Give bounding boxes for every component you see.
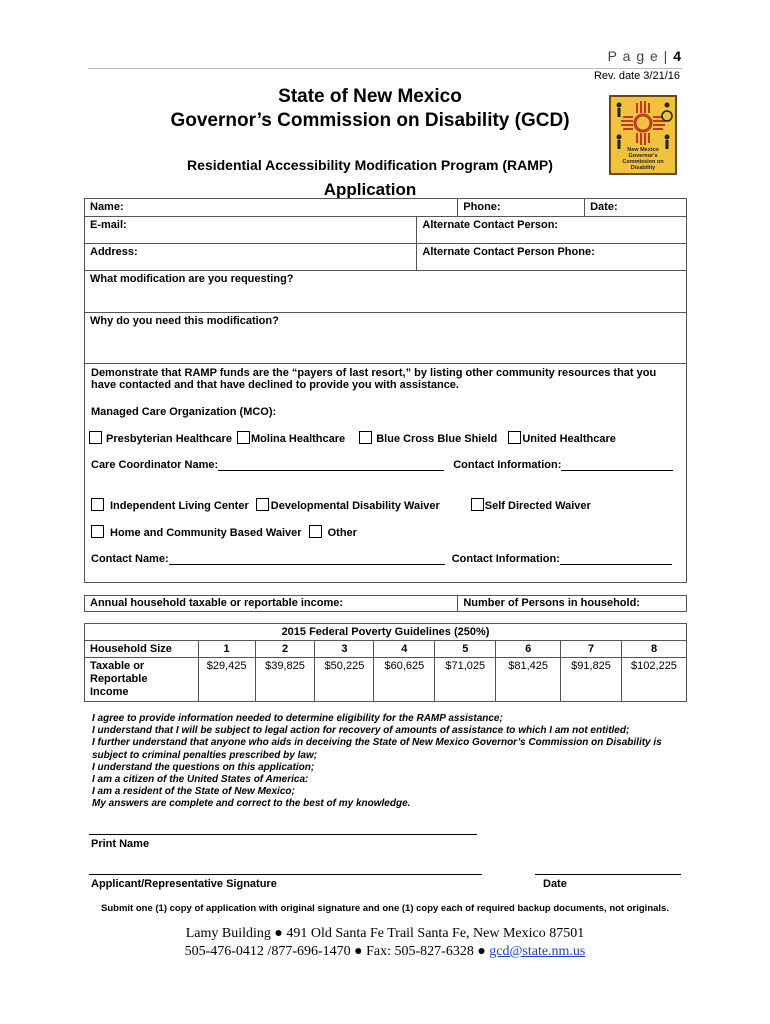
alt-phone-label: Alternate Contact Person Phone: [422, 246, 595, 258]
checkbox-icon[interactable] [91, 525, 104, 538]
statement-line: I further understand that anyone who aids in deceiving the State of New Mexico Governor’s Commission on Disability is [92, 737, 662, 749]
waiver-option-ilc[interactable] [91, 500, 249, 512]
signature-input[interactable] [89, 874, 482, 875]
date-field[interactable] [585, 199, 687, 217]
footer-phones: 505-476-0412 /877-696-1470 ● Fax: 505-827-6328 ● [184, 944, 486, 959]
page-number [608, 48, 682, 64]
footer-email-link[interactable]: gcd@state.nm.us [489, 944, 586, 959]
poverty-guidelines-table [84, 623, 687, 702]
application-title: Application [323, 180, 417, 199]
why-field[interactable] [85, 313, 687, 364]
household-size-label: Household Size [85, 641, 199, 658]
checkbox-icon[interactable] [89, 431, 102, 444]
household-size-cell: 5 [435, 641, 496, 658]
title-commission: Governor’s Commission on Disability (GCD) [170, 110, 570, 131]
contact-name-input[interactable] [169, 564, 445, 565]
checkbox-icon[interactable] [471, 498, 484, 511]
statement-line: subject to criminal penalties prescribed by law; [92, 749, 318, 761]
gcd-logo [609, 95, 677, 175]
date-label: Date: [590, 201, 618, 213]
print-name-label: Print Name [91, 838, 150, 850]
household-size-cell: 3 [315, 641, 374, 658]
address-label: Address: [90, 246, 138, 258]
income-table [84, 595, 687, 612]
applicant-info-table [84, 198, 687, 583]
household-size-row [85, 641, 687, 658]
contact-info-label: Contact Information: [451, 553, 560, 565]
waiver-option-label: Other [327, 527, 357, 539]
mco-option-label: Blue Cross Blue Shield [376, 433, 498, 445]
income-cell: $81,425 [496, 658, 561, 702]
care-coordinator-input[interactable] [218, 470, 444, 471]
income-label-line: Reportable [90, 673, 148, 685]
income-cell: $60,625 [374, 658, 435, 702]
checkbox-icon[interactable] [91, 498, 104, 511]
resources-section [85, 364, 687, 583]
statement-line: My answers are complete and correct to the best of my knowledge. [92, 798, 411, 810]
name-label: Name: [90, 201, 124, 213]
waiver-option-other[interactable] [309, 527, 357, 539]
logo-text: New Mexico Governor's Commission on Disability [622, 147, 664, 171]
alt-contact-label: Alternate Contact Person: [422, 219, 559, 231]
demonstrate-text [91, 367, 656, 391]
waiver-option-label: Independent Living Center [110, 500, 249, 512]
alt-contact-field[interactable] [417, 217, 687, 244]
demonstrate-line1: Demonstrate that RAMP funds are the “payers of last resort,” by listing other community resources that you [91, 367, 657, 379]
footer-contact [0, 944, 770, 960]
page-word: P a g e | [607, 48, 669, 64]
zia-symbol-icon [611, 97, 675, 153]
rev-date: Rev. date 3/21/16 [593, 70, 680, 82]
mco-option-presbyterian[interactable] [89, 433, 232, 445]
signature-date-label: Date [543, 878, 567, 890]
modification-label: What modification are you requesting? [90, 273, 294, 285]
waiver-option-dd[interactable] [256, 500, 440, 512]
statement-line: I am a resident of the State of New Mexico; [92, 786, 295, 798]
contact-name-row [91, 553, 672, 565]
checkbox-icon[interactable] [359, 431, 372, 444]
phone-field[interactable] [458, 199, 585, 217]
contact-info-input[interactable] [561, 470, 673, 471]
care-coordinator-label: Care Coordinator Name: [91, 459, 219, 471]
mco-option-label: Molina Healthcare [251, 433, 346, 445]
address-field[interactable] [85, 244, 417, 271]
mco-options [89, 431, 616, 445]
persons-label: Number of Persons in household: [463, 597, 640, 609]
title-state: State of New Mexico [278, 86, 462, 107]
checkbox-icon[interactable] [237, 431, 250, 444]
income-label-line: Taxable or [90, 660, 145, 672]
mco-option-label: United Healthcare [522, 433, 616, 445]
footer-address: Lamy Building ● 491 Old Santa Fe Trail Santa Fe, New Mexico 87501 [185, 926, 585, 941]
page-number-value: 4 [673, 48, 682, 64]
mco-label: Managed Care Organization (MCO): [91, 406, 277, 418]
contact-name-label: Contact Name: [91, 553, 169, 565]
contact-info-input[interactable] [560, 564, 672, 565]
contact-info-label: Contact Information: [453, 459, 562, 471]
statement-line: I agree to provide information needed to determine eligibility for the RAMP assistance; [92, 713, 503, 724]
waiver-option-label: Home and Community Based Waiver [110, 527, 302, 539]
income-cell: $29,425 [198, 658, 255, 702]
mco-option-molina[interactable] [237, 433, 345, 445]
waiver-option-label: Self Directed Waiver [484, 500, 591, 512]
annual-income-field[interactable] [85, 596, 458, 612]
care-coordinator-row [91, 459, 673, 471]
checkbox-icon[interactable] [309, 525, 322, 538]
income-cell: $91,825 [561, 658, 622, 702]
annual-income-label: Annual household taxable or reportable income: [90, 597, 344, 609]
waiver-option-hcbw[interactable] [91, 527, 302, 539]
waiver-options-row2 [91, 525, 357, 539]
income-label-line: Income [90, 686, 129, 698]
print-name-input[interactable] [89, 834, 477, 835]
mco-option-bcbs[interactable] [359, 433, 497, 445]
signature-label: Applicant/Representative Signature [91, 878, 277, 890]
waiver-options-row1 [91, 498, 591, 512]
submit-note: Submit one (1) copy of application with original signature and one (1) copy each of required backup documents, not originals. [101, 903, 669, 914]
mco-option-label: Presbyterian Healthcare [106, 433, 232, 445]
program-title: Residential Accessibility Modification Program (RAMP) [187, 157, 553, 173]
name-field[interactable] [85, 199, 458, 217]
checkbox-icon[interactable] [508, 431, 521, 444]
checkbox-icon[interactable] [256, 498, 269, 511]
certification-statements [92, 713, 692, 811]
household-size-cell: 1 [198, 641, 255, 658]
household-size-cell: 8 [622, 641, 687, 658]
poverty-caption: 2015 Federal Poverty Guidelines (250%) [85, 624, 687, 641]
mco-option-united[interactable] [508, 433, 616, 445]
modification-field[interactable] [85, 271, 687, 313]
phone-label: Phone: [463, 201, 501, 213]
waiver-option-label: Developmental Disability Waiver [270, 500, 440, 512]
statement-line: I am a citizen of the United States of America: [92, 774, 309, 786]
signature-date-input[interactable] [535, 874, 681, 875]
alt-phone-field[interactable] [417, 244, 687, 271]
income-cell: $50,225 [315, 658, 374, 702]
household-size-cell: 7 [561, 641, 622, 658]
persons-field[interactable] [458, 596, 687, 612]
income-cell: $71,025 [435, 658, 496, 702]
why-label: Why do you need this modification? [90, 315, 279, 327]
waiver-option-sdw[interactable] [471, 500, 591, 512]
income-label [85, 658, 199, 702]
email-field[interactable] [85, 217, 417, 244]
statement-line: I understand that I will be subject to legal action for recovery of amounts of assistance to which I am not entitled; [92, 725, 630, 737]
household-size-cell: 2 [255, 641, 315, 658]
demonstrate-line2: have contacted and that have declined to provide you with assistance. [91, 379, 459, 391]
income-row [85, 658, 687, 702]
income-cell: $102,225 [622, 658, 687, 702]
email-label: E-mail: [90, 219, 127, 231]
household-size-cell: 6 [496, 641, 561, 658]
income-cell: $39,825 [255, 658, 315, 702]
header-rule [88, 68, 682, 69]
household-size-cell: 4 [374, 641, 435, 658]
statement-line: I understand the questions on this application; [92, 761, 315, 773]
